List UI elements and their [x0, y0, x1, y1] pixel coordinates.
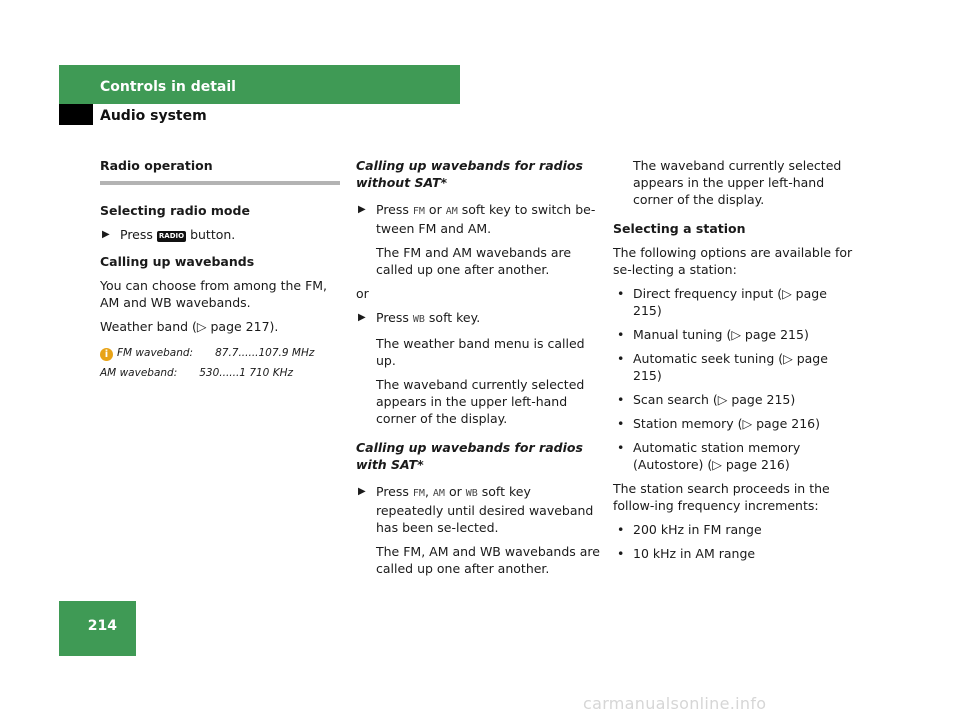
bullet-dot: •	[617, 522, 625, 537]
list-item: • Automatic seek tuning (▷ page 215)	[617, 351, 828, 383]
column-middle	[356, 157, 600, 584]
wb-soft-key: WB	[465, 488, 478, 499]
info-icon: i	[100, 348, 113, 361]
paragraph-currently-selected: The waveband currently selected appears in the upper left-hand corner of the display.	[376, 377, 585, 426]
radio-button-icon: RADIO	[158, 232, 185, 240]
am-soft-key: AM	[445, 206, 458, 217]
section-title: Controls in detail	[100, 79, 236, 95]
bullet-dot: •	[617, 546, 625, 561]
arrow-right-icon: ▶	[358, 312, 366, 323]
list-item: • 10 kHz in AM range	[617, 546, 756, 561]
fm-soft-key: FM	[412, 206, 425, 217]
info-note: i FM waveband: 87.7......107.9 MHz AM waveband: 530......1 710 KHz	[100, 347, 315, 379]
list-item: • Direct frequency input (▷ page 215)	[617, 286, 827, 318]
heading-selecting-mode: Selecting radio mode	[100, 203, 250, 218]
paragraph-weather: Weather band (▷ page 217).	[100, 319, 279, 334]
list-item: • Automatic station memory (Autostore) (▷ page 216)	[617, 440, 801, 472]
heading-selecting-station: Selecting a station	[613, 221, 746, 236]
step-press-wb: ▶ Press WB soft key.	[358, 310, 481, 325]
arrow-right-icon: ▶	[102, 229, 110, 240]
list-item: • Manual tuning (▷ page 215)	[617, 327, 809, 342]
page-subtitle: Audio system	[100, 108, 207, 124]
watermark: carmanualsonline.info	[583, 694, 767, 713]
step-press-radio: ▶ Press RADIO button.	[102, 227, 236, 242]
list-item: • Station memory (▷ page 216)	[617, 416, 821, 431]
paragraph-options-intro: The following options are available for se-lecting a station:	[613, 245, 853, 277]
bullet-dot: •	[617, 440, 625, 455]
bullet-dot: •	[617, 286, 625, 301]
fm-soft-key: FM	[412, 488, 425, 499]
text-or: or	[356, 286, 369, 301]
page-number: 214	[87, 618, 117, 634]
heading-radio-operation: Radio operation	[100, 158, 213, 173]
bullet-dot: •	[617, 351, 625, 366]
column-right	[613, 157, 858, 569]
list-item: • 200 kHz in FM range	[617, 522, 762, 537]
heading-rule	[100, 181, 340, 185]
am-soft-key: AM	[432, 488, 445, 499]
paragraph-currently-selected: The waveband currently selected appears in the upper left-hand corner of the display.	[633, 158, 842, 207]
bullet-dot: •	[617, 392, 625, 407]
arrow-right-icon: ▶	[358, 486, 366, 497]
wb-soft-key: WB	[412, 314, 425, 325]
step-press-repeat: ▶ Press FM, AM or WB soft key repeatedly until desired waveband has been se-lected.	[358, 484, 594, 535]
heading-calling-up: Calling up wavebands	[100, 254, 255, 269]
paragraph-weather-menu: The weather band menu is called up.	[376, 336, 585, 368]
list-item: • Scan search (▷ page 215)	[617, 392, 796, 407]
paragraph-increments-intro: The station search proceeds in the follow-ing frequency increments:	[613, 481, 830, 513]
step-press-fm-am: ▶ Press FM or AM soft key to switch be-tween FM and AM.	[358, 202, 596, 236]
bullet-dot: •	[617, 416, 625, 431]
paragraph-choose: You can choose from among the FM, AM and WB wavebands.	[100, 278, 328, 310]
header-marker	[59, 104, 93, 125]
column-left	[100, 157, 340, 383]
paragraph-called-all: The FM, AM and WB wavebands are called up one after another.	[376, 544, 600, 576]
heading-with-sat: Calling up wavebands for radios with SAT*	[356, 440, 583, 472]
arrow-right-icon: ▶	[358, 204, 366, 215]
bullet-dot: •	[617, 327, 625, 342]
paragraph-called-one: The FM and AM wavebands are called up one after another.	[376, 245, 572, 277]
heading-without-sat: Calling up wavebands for radios without SAT*	[356, 158, 583, 190]
